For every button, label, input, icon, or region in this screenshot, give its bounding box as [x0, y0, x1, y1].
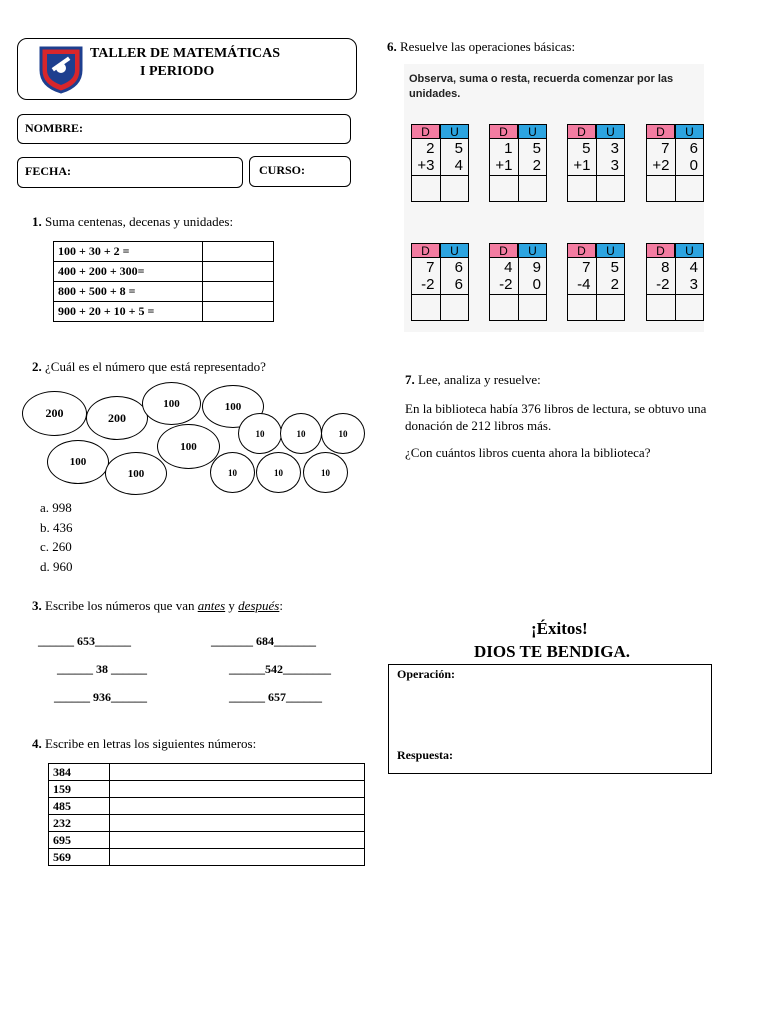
oval-10: 10: [280, 413, 322, 454]
operation-box: [567, 243, 625, 321]
tens-column: 7 -2: [412, 258, 441, 294]
q6-prompt: 6. Resuelve las operaciones básicas:: [387, 39, 576, 54]
tens-answer-cell[interactable]: [647, 295, 676, 320]
q4-number: 569: [49, 849, 110, 866]
tens-column: 7 -4: [568, 258, 597, 294]
units-column: 9 0: [532, 259, 541, 293]
units-column: 4 3: [689, 259, 698, 293]
tens-header: D: [646, 124, 675, 139]
q3-line[interactable]: ______542________: [229, 662, 331, 676]
option-b[interactable]: b. 436: [40, 519, 73, 535]
tens-column: 7 +2: [647, 139, 676, 175]
oval-10: 10: [238, 413, 282, 454]
title-line-1: TALLER DE MATEMÁTICAS: [90, 46, 281, 61]
units-answer-cell[interactable]: [676, 295, 704, 320]
option-d[interactable]: d. 960: [40, 558, 73, 574]
curso-label: CURSO:: [259, 163, 306, 177]
oval-10: 10: [303, 452, 348, 493]
tens-header: D: [646, 243, 675, 258]
units-header: U: [596, 243, 625, 258]
units-header: U: [518, 124, 547, 139]
units-header: U: [596, 124, 625, 139]
units-answer-cell[interactable]: [441, 295, 469, 320]
table-row: [54, 282, 274, 302]
q1-answer-cell[interactable]: [203, 242, 274, 262]
q3-line[interactable]: ______ 653______: [38, 634, 131, 648]
tens-column: 5 +1: [568, 139, 597, 175]
units-header: U: [440, 124, 469, 139]
q3-line[interactable]: ______ 936______: [54, 690, 147, 704]
q4-prompt: 4. Escribe en letras los siguientes números:: [32, 736, 257, 751]
q7-question: ¿Con cuántos libros cuenta ahora la biblioteca?: [405, 445, 651, 460]
operation-box: [411, 124, 469, 202]
table-row: [54, 302, 274, 322]
q7-prompt: 7. Lee, analiza y resuelve:: [405, 372, 541, 387]
tens-header: D: [567, 243, 596, 258]
oval-100: 100: [202, 385, 264, 428]
oval-10: 10: [321, 413, 365, 454]
option-a[interactable]: a. 998: [40, 500, 72, 515]
q7-paragraph: En la biblioteca había 376 libros de lectura, se obtuvo una donación de 212 libros más.: [405, 401, 707, 433]
blessing-text: DIOS TE BENDIGA.: [474, 642, 631, 661]
oval-200: 200: [86, 396, 148, 440]
title-line-2: I PERIODO: [140, 64, 215, 79]
exitos-text: ¡Éxitos!: [531, 619, 588, 638]
q1-expr: 100 + 30 + 2 =: [54, 242, 203, 262]
tens-column: 2 +3: [412, 139, 441, 175]
units-answer-cell[interactable]: [597, 176, 625, 201]
units-column: 5 2: [532, 140, 541, 174]
q4-answer-cell[interactable]: [110, 764, 365, 781]
operation-box: [489, 124, 547, 202]
units-header: U: [440, 243, 469, 258]
units-column: 3 3: [610, 140, 619, 174]
q3-prompt: 3. Escribe los números que van antes y después:: [32, 598, 283, 613]
nombre-label: NOMBRE:: [25, 121, 83, 135]
tens-header: D: [489, 124, 518, 139]
table-row: [49, 849, 365, 866]
q4-number: 695: [49, 832, 110, 849]
units-answer-cell[interactable]: [597, 295, 625, 320]
tens-answer-cell[interactable]: [490, 295, 519, 320]
q4-table: [48, 763, 365, 866]
units-answer-cell[interactable]: [519, 295, 547, 320]
oval-10: 10: [210, 452, 255, 493]
q1-expr: 900 + 20 + 10 + 5 =: [54, 302, 203, 322]
operation-box: [646, 243, 704, 321]
table-row: [49, 832, 365, 849]
q4-answer-cell[interactable]: [110, 832, 365, 849]
q1-prompt: 1. Suma centenas, decenas y unidades:: [32, 214, 234, 229]
units-answer-cell[interactable]: [441, 176, 469, 201]
operacion-label: Operación:: [397, 667, 455, 681]
q3-line[interactable]: _______ 684_______: [211, 634, 316, 648]
oval-100: 100: [105, 452, 167, 495]
table-row: [49, 798, 365, 815]
tens-answer-cell[interactable]: [412, 176, 441, 201]
units-header: U: [518, 243, 547, 258]
q4-number: 384: [49, 764, 110, 781]
tens-header: D: [489, 243, 518, 258]
tens-header: D: [411, 243, 440, 258]
units-column: 5 2: [610, 259, 619, 293]
tens-answer-cell[interactable]: [490, 176, 519, 201]
q4-answer-cell[interactable]: [110, 815, 365, 832]
tens-column: 1 +1: [490, 139, 519, 175]
units-column: 6 0: [689, 140, 698, 174]
tens-column: 4 -2: [490, 258, 519, 294]
option-c[interactable]: c. 260: [40, 539, 72, 554]
units-column: 6 6: [454, 259, 463, 293]
q1-expr: 800 + 500 + 8 =: [54, 282, 203, 302]
respuesta-label: Respuesta:: [397, 748, 453, 762]
tens-column: 8 -2: [647, 258, 676, 294]
q3-line[interactable]: ______ 38 ______: [57, 662, 147, 676]
oval-100: 100: [157, 424, 220, 469]
tens-answer-cell[interactable]: [647, 176, 676, 201]
oval-100: 100: [142, 382, 201, 425]
units-column: 5 4: [454, 140, 463, 174]
q1-expr: 400 + 200 + 300=: [54, 262, 203, 282]
q4-number: 485: [49, 798, 110, 815]
tens-header: D: [567, 124, 596, 139]
table-row: [49, 815, 365, 832]
units-answer-cell[interactable]: [676, 176, 704, 201]
tens-answer-cell[interactable]: [412, 295, 441, 320]
oval-200: 200: [22, 391, 87, 436]
operation-box: [567, 124, 625, 202]
operation-box: [411, 243, 469, 321]
operation-box: [646, 124, 704, 202]
q4-number: 232: [49, 815, 110, 832]
table-row: [54, 262, 274, 282]
q3-line[interactable]: ______ 657______: [229, 690, 322, 704]
tens-header: D: [411, 124, 440, 139]
q2-options: [40, 500, 73, 578]
table-row: [49, 781, 365, 798]
tens-answer-cell[interactable]: [568, 295, 597, 320]
q1-table: [53, 241, 274, 322]
q6-instruction: Observa, suma o resta, recuerda comenzar por las unidades.: [409, 73, 674, 100]
q1-answer-cell[interactable]: [203, 302, 274, 322]
units-header: U: [675, 243, 704, 258]
q2-prompt: 2. ¿Cuál es el número que está representado?: [32, 359, 266, 374]
q1-answer-cell[interactable]: [203, 262, 274, 282]
oval-100: 100: [47, 440, 109, 484]
shield-icon: [35, 42, 87, 94]
fecha-label: FECHA:: [25, 164, 71, 178]
q4-answer-cell[interactable]: [110, 781, 365, 798]
oval-10: 10: [256, 452, 301, 493]
units-answer-cell[interactable]: [519, 176, 547, 201]
table-row: [54, 242, 274, 262]
q4-answer-cell[interactable]: [110, 798, 365, 815]
q4-answer-cell[interactable]: [110, 849, 365, 866]
q4-number: 159: [49, 781, 110, 798]
table-row: [49, 764, 365, 781]
q1-answer-cell[interactable]: [203, 282, 274, 302]
operation-box: [489, 243, 547, 321]
school-logo: [35, 42, 87, 94]
tens-answer-cell[interactable]: [568, 176, 597, 201]
units-header: U: [675, 124, 704, 139]
